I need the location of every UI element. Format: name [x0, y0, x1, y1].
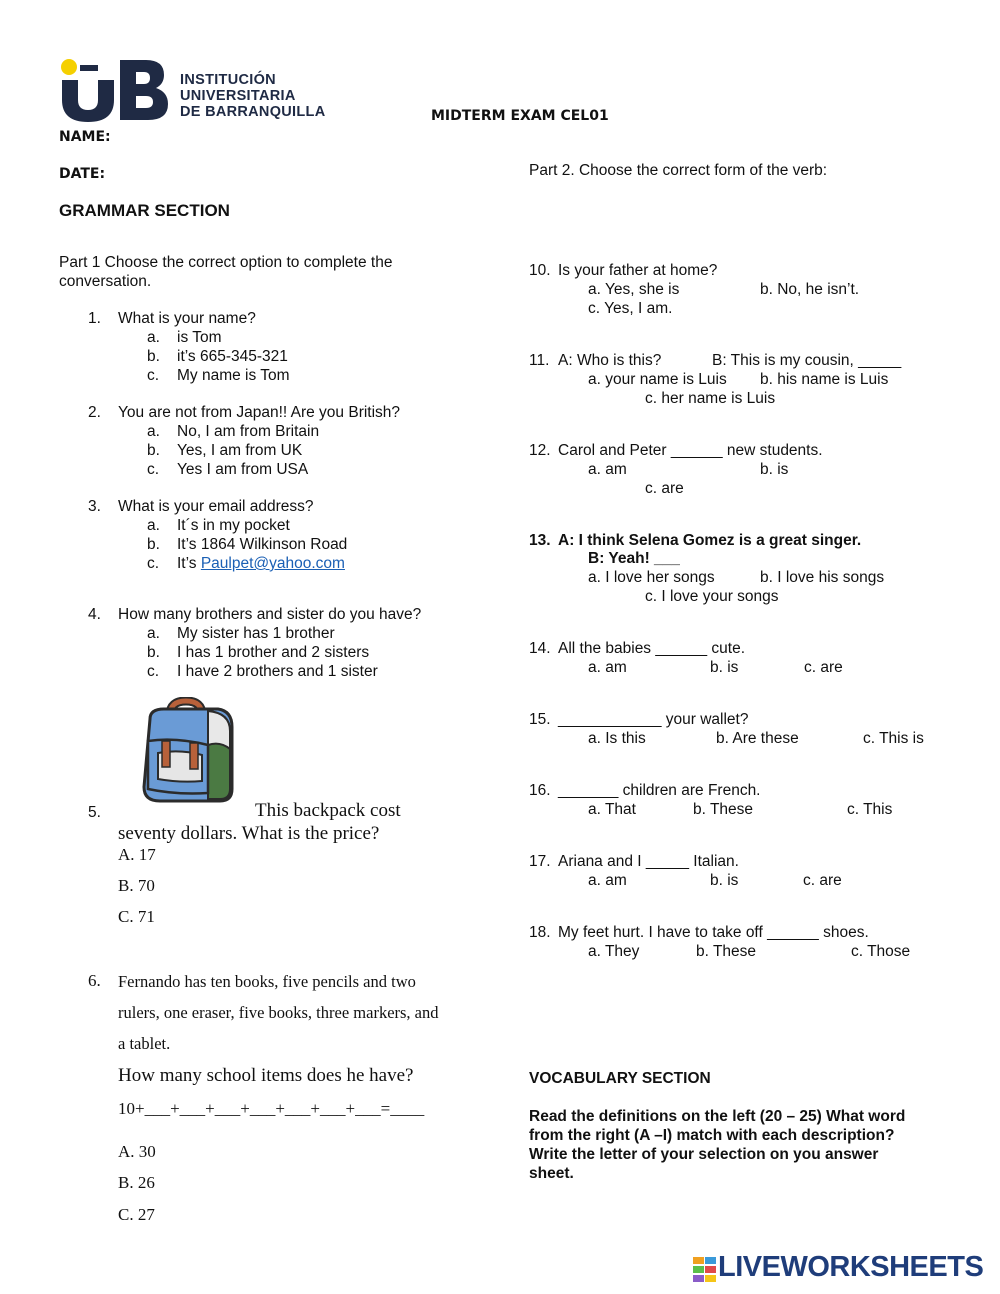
answer-option[interactable]: c. are [804, 659, 843, 676]
question-text: a tablet. [118, 1034, 171, 1053]
answer-option[interactable]: Yes I am from USA [177, 461, 309, 478]
part1-instruction: Part 1 Choose the correct option to complete the [59, 254, 393, 271]
institution-name-line: UNIVERSITARIA [180, 88, 296, 104]
answer-option[interactable]: c. are [645, 480, 684, 497]
answer-option[interactable]: b. I love his songs [760, 569, 885, 586]
answer-option[interactable]: b. No, he isn’t. [760, 281, 860, 298]
option-letter: b. [147, 536, 160, 553]
question-text: This backpack cost [255, 800, 401, 821]
question-number: 10. [529, 262, 551, 279]
answer-option[interactable]: a. That [588, 801, 636, 818]
answer-option[interactable]: a. your name is Luis [588, 371, 727, 388]
answer-option[interactable]: b. These [693, 801, 754, 818]
answer-option[interactable]: it’s 665-345-321 [177, 348, 288, 365]
question-number: 13. [529, 532, 551, 549]
name-label: NAME: [59, 129, 111, 145]
institution-name-line: INSTITUCIÓN [180, 72, 276, 88]
option-letter: b. [147, 442, 160, 459]
option-letter: a. [147, 517, 160, 534]
answer-option[interactable]: C. 27 [118, 1205, 155, 1224]
answer-option[interactable]: c. This [847, 801, 893, 818]
answer-option[interactable]: My name is Tom [177, 367, 290, 384]
ub-logo-mark [58, 58, 173, 124]
answer-option[interactable]: b. is [710, 872, 739, 889]
question-number: 6. [88, 971, 101, 990]
question-number: 11. [529, 352, 550, 369]
institution-name-line: DE BARRANQUILLA [180, 104, 326, 120]
answer-option[interactable]: B. 70 [118, 876, 155, 895]
answer-option[interactable]: a. Yes, she is [588, 281, 680, 298]
question-number: 4. [88, 606, 101, 623]
option-letter: a. [147, 625, 160, 642]
question-number: 18. [529, 924, 551, 941]
answer-option[interactable]: a. am [588, 659, 627, 676]
question-text: _______ children are French. [558, 782, 761, 799]
answer-option[interactable]: c. Yes, I am. [588, 300, 673, 317]
answer-option[interactable]: b. his name is Luis [760, 371, 889, 388]
question-text: A: Who is this? [558, 352, 662, 369]
vocabulary-section-title: VOCABULARY SECTION [529, 1070, 711, 1087]
exam-title: MIDTERM EXAM CEL01 [431, 108, 609, 124]
option-letter: c. [147, 663, 160, 680]
question-text: My feet hurt. I have to take off ______ shoes. [558, 924, 869, 941]
answer-option[interactable]: c. her name is Luis [645, 390, 776, 407]
liveworksheets-logo-icon [693, 1257, 717, 1283]
option-letter: c. [147, 367, 160, 384]
question-number: 14. [529, 640, 551, 657]
answer-option[interactable]: C. 71 [118, 907, 155, 926]
question-text: seventy dollars. What is the price? [118, 823, 380, 844]
answer-option[interactable]: a. am [588, 461, 627, 478]
answer-option[interactable]: a. Is this [588, 730, 646, 747]
question-text: What is your email address? [118, 498, 314, 515]
answer-option[interactable]: A. 30 [118, 1142, 156, 1161]
answer-option[interactable]: b. These [696, 943, 757, 960]
answer-option[interactable]: c. This is [863, 730, 924, 747]
answer-option[interactable]: a. I love her songs [588, 569, 715, 586]
answer-option[interactable]: It’s 1864 Wilkinson Road [177, 536, 348, 553]
question-number: 1. [88, 310, 101, 327]
answer-option-text: It’s [177, 555, 201, 572]
part1-instruction: conversation. [59, 273, 152, 290]
grammar-section-title: GRAMMAR SECTION [59, 201, 230, 220]
answer-option[interactable]: c. are [803, 872, 842, 889]
backpack-icon [136, 697, 240, 807]
answer-option[interactable]: I have 2 brothers and 1 sister [177, 663, 378, 680]
answer-option[interactable]: c. Those [851, 943, 911, 960]
answer-option[interactable]: b. is [710, 659, 739, 676]
vocabulary-instructions: sheet. [529, 1165, 574, 1182]
question-text: How many brothers and sister do you have? [118, 606, 422, 623]
option-letter: c. [147, 555, 160, 572]
answer-option[interactable]: b. is [760, 461, 789, 478]
question-text: Fernando has ten books, five pencils and two [118, 972, 416, 991]
question-number: 12. [529, 442, 551, 459]
option-letter: a. [147, 423, 160, 440]
question-text: All the babies ______ cute. [558, 640, 745, 657]
liveworksheets-wordmark: LIVEWORKSHEETS [718, 1251, 984, 1283]
question-text: Is your father at home? [558, 262, 718, 279]
answer-option[interactable]: c. I love your songs [645, 588, 779, 605]
answer-option[interactable]: No, I am from Britain [177, 423, 320, 440]
vocabulary-instructions: Read the definitions on the left (20 – 25) What word [529, 1108, 906, 1125]
question-number: 17. [529, 853, 551, 870]
option-letter: b. [147, 348, 160, 365]
answer-option[interactable]: a. They [588, 943, 640, 960]
answer-option[interactable]: a. am [588, 872, 627, 889]
answer-option[interactable] [177, 554, 345, 573]
vocabulary-instructions: from the right (A –I) match with each description? [529, 1127, 895, 1144]
question-text: A: I think Selena Gomez is a great singer. [558, 532, 862, 549]
question-text: What is your name? [118, 310, 256, 327]
question-text: rulers, one eraser, five books, three markers, and [118, 1003, 439, 1022]
answer-option[interactable]: Yes, I am from UK [177, 442, 303, 459]
equation-blanks[interactable]: 10+___+___+___+___+___+___+___=____ [118, 1099, 425, 1118]
answer-option[interactable]: A. 17 [118, 845, 156, 864]
question-text: You are not from Japan!! Are you British? [118, 404, 401, 421]
question-text: Carol and Peter ______ new students. [558, 442, 823, 459]
answer-option[interactable]: is Tom [177, 329, 222, 346]
question-number: 3. [88, 498, 101, 515]
question-text: Ariana and I _____ Italian. [558, 853, 739, 870]
answer-option[interactable]: B. 26 [118, 1173, 155, 1192]
answer-option[interactable]: I has 1 brother and 2 sisters [177, 644, 370, 661]
answer-option[interactable]: b. Are these [716, 730, 799, 747]
date-label: DATE: [59, 166, 106, 182]
question-number: 16. [529, 782, 551, 799]
option-letter: a. [147, 329, 160, 346]
part2-title: Part 2. Choose the correct form of the verb: [529, 162, 828, 179]
question-text-b: B: This is my cousin, _____ [712, 352, 902, 369]
question-prompt: How many school items does he have? [118, 1065, 414, 1086]
question-number: 15. [529, 711, 551, 728]
question-text-b: B: Yeah! ___ [588, 550, 680, 567]
question-number: 5. [88, 804, 101, 821]
option-letter: b. [147, 644, 160, 661]
vocabulary-instructions: Write the letter of your selection on you answer [529, 1146, 879, 1163]
option-letter: c. [147, 461, 160, 478]
email-link[interactable]: Paulpet@yahoo.com [200, 555, 345, 572]
question-text: ____________ your wallet? [558, 711, 749, 728]
question-number: 2. [88, 404, 101, 421]
answer-option[interactable]: My sister has 1 brother [177, 625, 335, 642]
answer-option[interactable]: It´s in my pocket [177, 517, 290, 534]
